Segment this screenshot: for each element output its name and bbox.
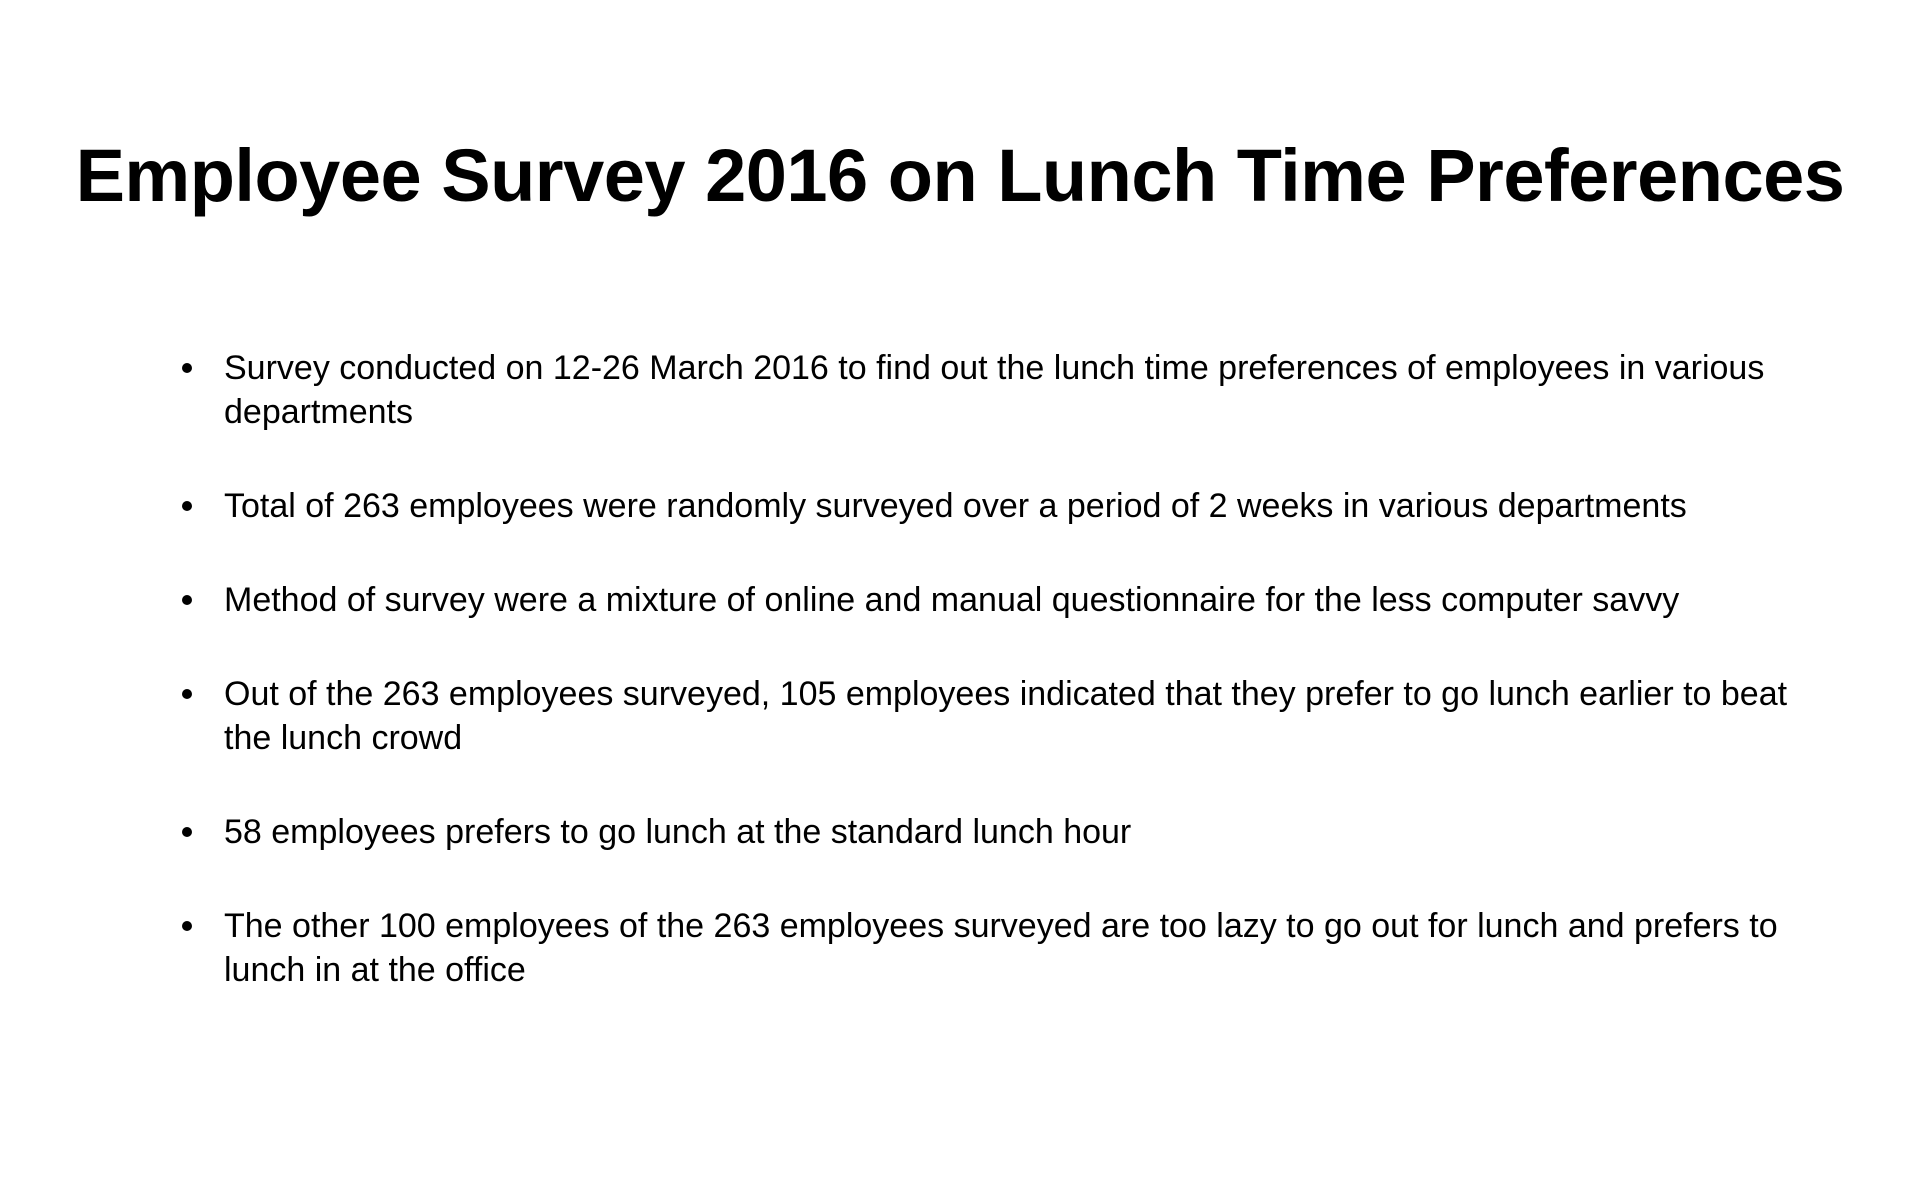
bullet-item bbox=[182, 484, 1802, 528]
bullet-item bbox=[182, 810, 1802, 854]
bullet-dot-icon bbox=[182, 827, 192, 837]
bullet-item bbox=[182, 904, 1802, 992]
bullet-item bbox=[182, 672, 1802, 760]
bullet-dot-icon bbox=[182, 595, 192, 605]
bullet-dot-icon bbox=[182, 363, 192, 373]
bullet-dot-icon bbox=[182, 921, 192, 931]
bullet-item bbox=[182, 578, 1802, 622]
bullet-dot-icon bbox=[182, 689, 192, 699]
bullet-text: Survey conducted on 12-26 March 2016 to find out the lunch time preferences of employees in various departments bbox=[224, 349, 1765, 431]
bullet-text: The other 100 employees of the 263 employees surveyed are too lazy to go out for lunch and prefers to lunch in at the office bbox=[224, 907, 1778, 989]
bullet-text: 58 employees prefers to go lunch at the standard lunch hour bbox=[224, 813, 1132, 851]
bullet-text: Method of survey were a mixture of online and manual questionnaire for the less computer savvy bbox=[224, 581, 1680, 619]
slide-title: Employee Survey 2016 on Lunch Time Preferences bbox=[75, 134, 1845, 217]
bullet-list bbox=[182, 346, 1802, 1042]
bullet-item bbox=[182, 346, 1802, 434]
bullet-text: Out of the 263 employees surveyed, 105 employees indicated that they prefer to go lunch earlier to beat the lunch crowd bbox=[224, 675, 1788, 757]
bullet-dot-icon bbox=[182, 501, 192, 511]
bullet-text: Total of 263 employees were randomly surveyed over a period of 2 weeks in various departments bbox=[224, 487, 1687, 525]
